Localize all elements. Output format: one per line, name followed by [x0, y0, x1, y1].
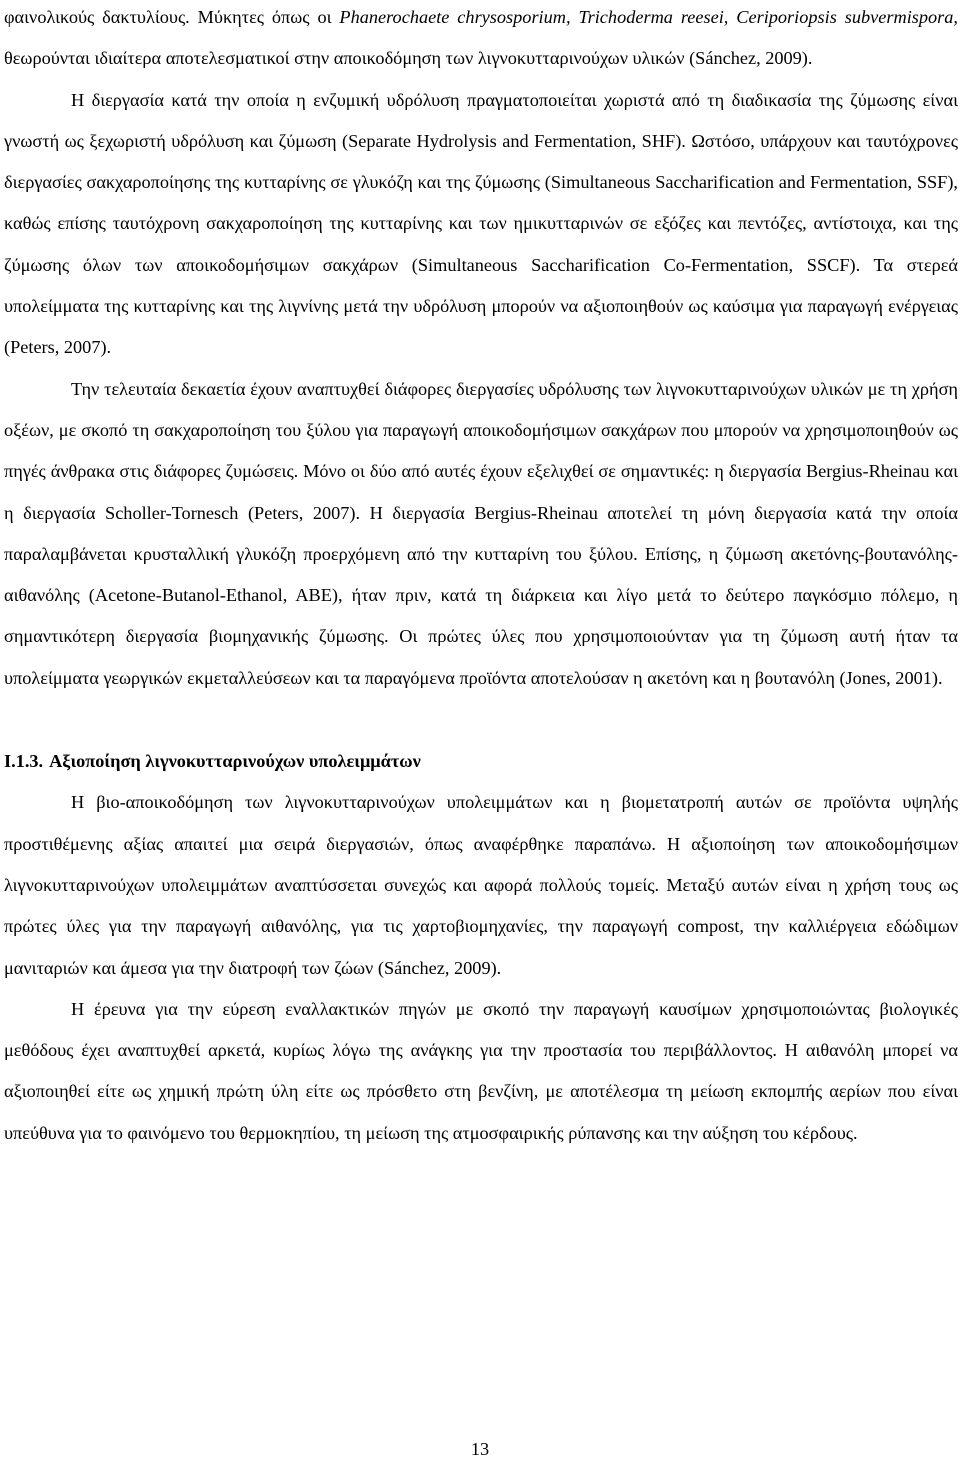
text-run: φαινολικούς δακτυλίους. Μύκητες όπως οι	[4, 7, 340, 27]
text-run: Την τελευταία δεκαετία έχουν αναπτυχθεί διάφορες διεργασίες υδρόλυσης των λιγνοκυτταρινούχων υλικών με τη χρήση οξέων, με σκοπό τη σακχαροποίηση του ξύλου για παραγωγή αποικοδομήσιμων σακχάρων που μπορούν να χρησιμοποιηθούν ως πηγές άνθρακα στις διάφορες ζυμώσεις. Μόνο οι δύο από αυτές έχουν εξελιχθεί σε σημαντικές: η διεργασία Bergius-Rheinau και η διεργασία Scholler-Tornesch (Peters, 2007). Η διεργασία Bergius-Rheinau αποτελεί τη μόνη διεργασία κατά την οποία παραλαμβάνεται κρυσταλλική γλυκόζη προερχόμενη από την κυτταρίνη του ξύλου. Επίσης, η ζύμωση ακετόνης-βουτανόλης-αιθανόλης (Acetone-Butanol-Ethanol, ABE), ήταν πριν, κατά τη διάρκεια και λίγο μετά το δεύτερο παγκόσμιο πόλεμο, η σημαντικότερη διεργασία βιομηχανικής ζύμωσης. Οι πρώτες ύλες που χρησιμοποιούνταν για τη ζύμωση αυτή ήταν τα υπολείμματα γεωργικών εκμεταλλεύσεων και τα παραγόμενα προϊόντα αποτελούσαν η ακετόνη και η βουτανόλη (Jones, 2001).	[4, 378, 958, 688]
body-before-heading	[4, 0, 958, 699]
document-page	[4, 0, 958, 1154]
paragraph	[4, 0, 958, 80]
paragraph	[4, 989, 958, 1154]
section-title: Αξιοποίηση λιγνοκυτταρινούχων υπολειμμάτων	[49, 751, 421, 772]
italic-run: Phanerochaete chrysosporium, Trichoderma reesei, Ceriporiopsis subvermispora,	[339, 7, 958, 27]
section-heading	[4, 741, 958, 782]
page-number: 13	[470, 1439, 490, 1459]
body-after-heading	[4, 782, 958, 1154]
paragraph	[4, 80, 958, 369]
text-run: θεωρούνται ιδιαίτερα αποτελεσματικοί στην αποικοδόμηση των λιγνοκυτταρινούχων υλικών (Sánchez, 2009).	[4, 48, 813, 69]
text-run: Η βιο-αποικοδόμηση των λιγνοκυτταρινούχων υπολειμμάτων και η βιομετατροπή αυτών σε προϊόντα υψηλής προστιθέμενης αξίας απαιτεί μια σειρά διεργασιών, όπως αναφέρθηκε παραπάνω. Η αξιοποίηση των αποικοδομήσιμων λιγνοκυτταρινούχων υπολειμμάτων αναπτύσσεται συνεχώς και αφορά πολλούς τομείς. Μεταξύ αυτών είναι η χρήση τους ως πρώτες ύλες για την παραγωγή αιθανόλης, για τις χαρτοβιομηχανίες, την παραγωγή compost, την καλλιέργεια εδώδιμων μανιταριών και άμεσα για την διατροφή των ζώων (Sánchez, 2009).	[4, 792, 958, 978]
paragraph	[4, 782, 958, 988]
section-number: I.1.3.	[4, 751, 44, 772]
paragraph	[4, 369, 958, 699]
text-run: Η διεργασία κατά την οποία η ενζυμική υδρόλυση πραγματοποιείται χωριστά από τη διαδικασία της ζύμωσης είναι γνωστή ως ξεχωριστή υδρόλυση και ζύμωση (Separate Hydrolysis and Fermentation, SHF). Ωστόσο, υπάρχουν και ταυτόχρονες διεργασίες σακχαροποίησης της κυτταρίνης σε γλυκόζη και της ζύμωσης (Simultaneous Saccharification and Fermentation, SSF), καθώς επίσης ταυτόχρονη σακχαροποίηση της κυτταρίνης και των ημικυτταρινών σε εξόζες και πεντόζες, αντίστοιχα, και της ζύμωσης όλων των αποικοδομήσιμων σακχάρων (Simultaneous Saccharification Co-Fermentation, SSCF). Τα στερεά υπολείμματα της κυτταρίνης και της λιγνίνης μετά την υδρόλυση μπορούν να αξιοποιηθούν ως καύσιμα για παραγωγή ενέργειας (Peters, 2007).	[4, 89, 958, 358]
text-run: Η έρευνα για την εύρεση εναλλακτικών πηγών με σκοπό την παραγωγή καυσίμων χρησιμοποιώντας βιολογικές μεθόδους έχει αναπτυχθεί αρκετά, κυρίως λόγω της ανάγκης για την προστασία του περιβάλλοντος. Η αιθανόλη μπορεί να αξιοποιηθεί είτε ως χημική πρώτη ύλη είτε ως πρόσθετο στη βενζίνη, με αποτέλεσμα τη μείωση εκπομπής αερίων που είναι υπεύθυνα για το φαινόμενο του θερμοκηπίου, τη μείωση της ατμοσφαιρικής ρύπανσης και την αύξηση του κέρδους.	[4, 998, 958, 1143]
